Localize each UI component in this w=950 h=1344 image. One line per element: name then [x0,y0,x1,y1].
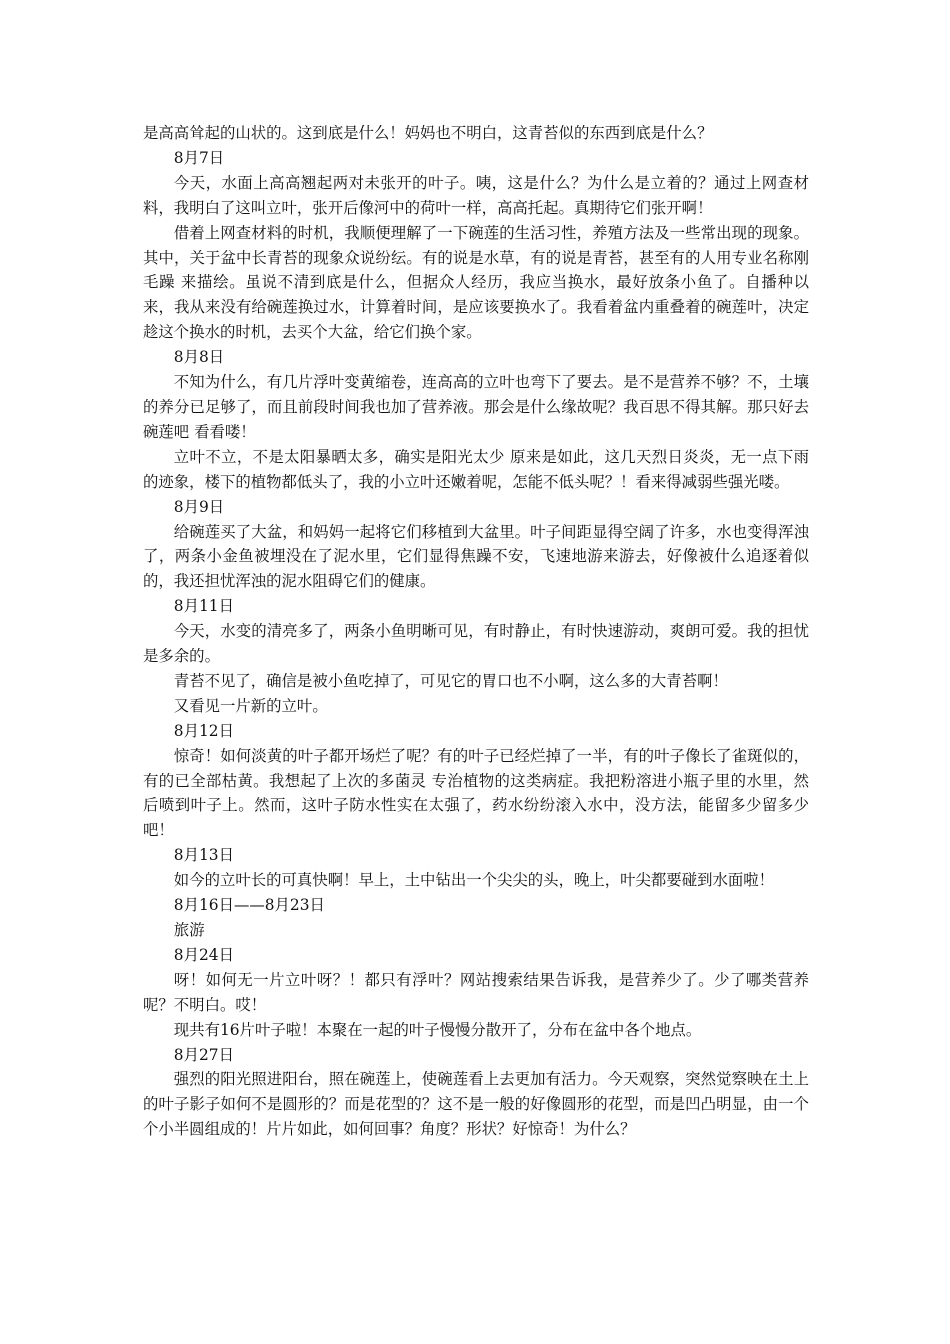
paragraph: 如今的立叶长的可真快啊！早上，土中钻出一个尖尖的头，晚上，叶尖都要碰到水面啦！ [173,871,775,890]
date-heading: 8月16日——8月23日 [173,896,325,915]
paragraph: 借着上网查材料的时机，我顺便理解了一下碗莲的生活习性，养殖方法及一些常出现的现象。其中，关于盆中长青苔的现象众说纷纭。有的说是水草，有的说是青苔，甚至有的人用专业名称刚毛躁 来描绘。虽说不清到底是什么，但据众人经历，我应当换水，最好放条小鱼了。自播种以来，我从来没有给碗莲换过水，计算着时间，是应该要换水了。我看着盆内重叠着的碗莲叶，决定趁这个换水的时机，去买个大盆，给它们换个家。 [143,223,809,342]
paragraph: 立叶不立，不是太阳暴晒太多，确实是阳光太少 原来是如此，这几天烈日炎炎，无一点下雨的迹象，楼下的植物都低头了，我的小立叶还嫩着呢，怎能不低头呢？！看来得减弱些强光喽。 [143,447,809,491]
date-heading: 8月12日 [173,721,234,740]
date-heading: 8月11日 [173,597,234,616]
paragraph: 旅游 [173,921,205,939]
paragraph: 惊奇！如何淡黄的叶子都开场烂了呢？有的叶子已经烂掉了一半，有的叶子像长了雀斑似的，有的已全部枯黄。我想起了上次的多菌灵 专治植物的这类病症。我把粉溶进小瓶子里的水里，然后喷到叶子上。然而，这叶子防水性实在太强了，药水纷纷滚入水中，没方法，能留多少留多少吧！ [143,746,809,840]
paragraph: 强烈的阳光照进阳台，照在碗莲上，使碗莲看上去更加有活力。今天观察，突然觉察映在土上的叶子影子如何不是圆形的？而是花型的？这不是一般的好像圆形的花型，而是凹凸明显，由一个个小半圆组成的！片片如此，如何回事？角度？形状？好惊奇！为什么？ [143,1070,809,1139]
paragraph: 不知为什么，有几片浮叶变黄缩卷，连高高的立叶也弯下了要去。是不是营养不够？不，土壤的养分已足够了，而且前段时间我也加了营养液。那会是什么缘故呢？我百思不得其解。那只好去碗莲吧 看看喽！ [143,373,809,441]
paragraph: 青苔不见了，确信是被小鱼吃掉了，可见它的胃口也不小啊，这么多的大青苔啊！ [173,671,728,690]
paragraph: 呀！如何无一片立叶呀？！都只有浮叶？网站搜索结果告诉我，是营养少了。少了哪类营养呢？不明白。哎！ [143,970,809,1014]
document-page [143,121,809,1142]
date-heading: 8月9日 [173,497,225,516]
paragraph-continuation: 是高高耸起的山状的。这到底是什么！妈妈也不明白，这青苔似的东西到底是什么？ [143,124,713,142]
date-heading: 8月24日 [173,945,234,964]
paragraph: 给碗莲买了大盆，和妈妈一起将它们移植到大盆里。叶子间距显得空阔了许多，水也变得浑浊了，两条小金鱼被埋没在了泥水里，它们显得焦躁不安，飞速地游来游去，好像被什么追逐着似的，我还担忧浑浊的泥水阻碍它们的健康。 [143,522,809,591]
date-heading: 8月27日 [173,1045,234,1064]
date-heading: 8月8日 [173,348,225,367]
paragraph: 又看见一片新的立叶。 [173,696,328,715]
paragraph: 今天，水面上高高翘起两对未张开的叶子。咦，这是什么？为什么是立着的？通过上网查材料，我明白了这叫立叶，张开后像河中的荷叶一样，高高托起。真期待它们张开啊！ [143,173,809,217]
date-heading: 8月13日 [173,846,234,865]
paragraph: 现共有16片叶子啦！本聚在一起的叶子慢慢分散开了，分布在盆中各个地点。 [173,1020,702,1039]
date-heading: 8月7日 [173,148,225,167]
paragraph: 今天，水变的清亮多了，两条小鱼明晰可见，有时静止，有时快速游动，爽朗可爱。我的担忧是多余的。 [143,622,809,666]
